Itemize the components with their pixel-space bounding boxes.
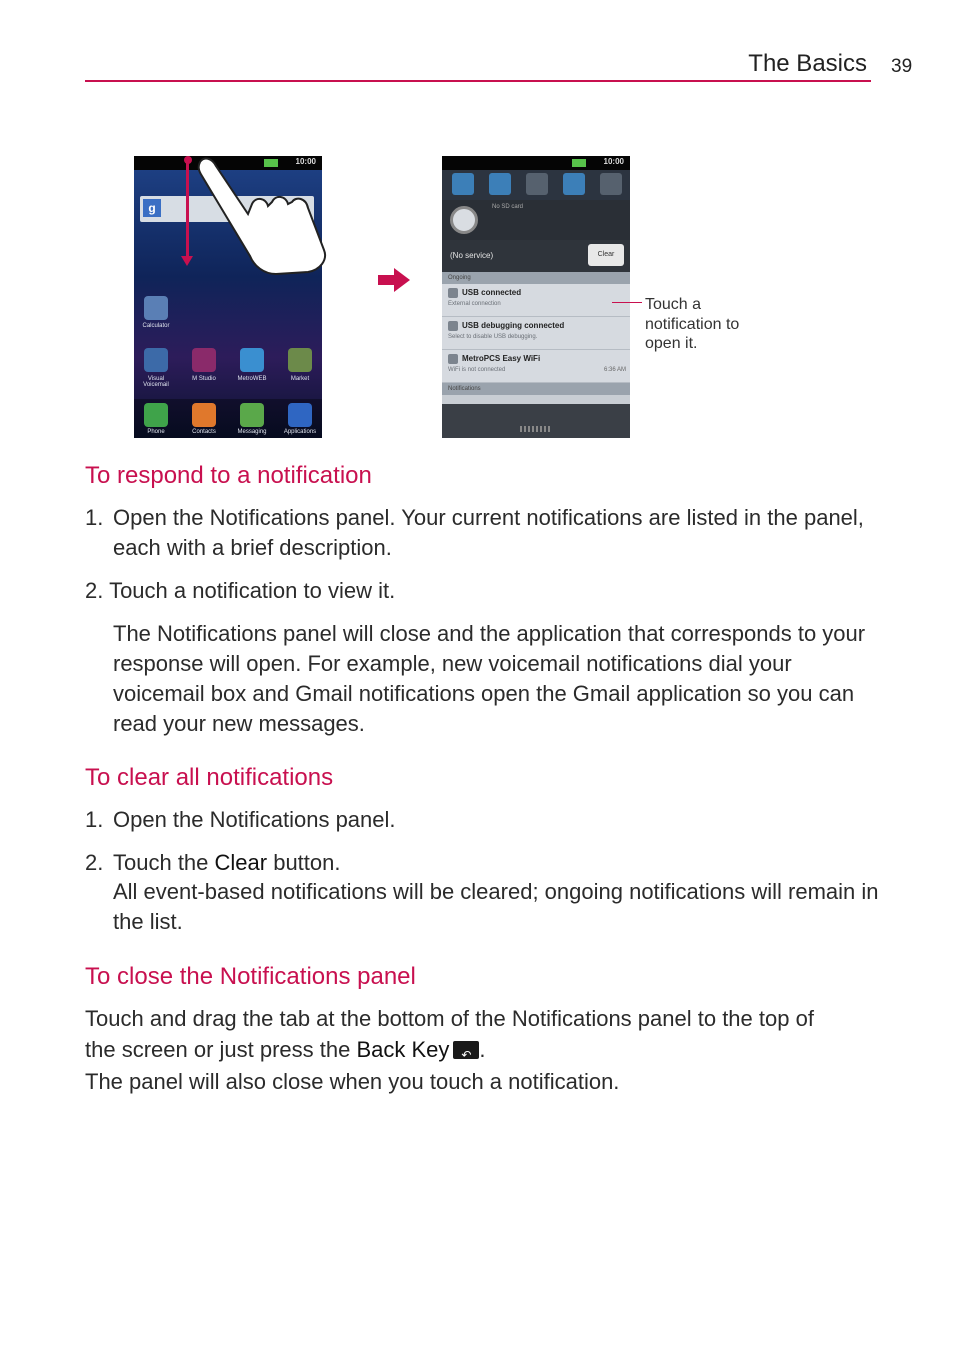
notification-item[interactable]	[442, 284, 630, 317]
close-line-1: Touch and drag the tab at the bottom of the Notifications panel to the top of	[85, 1006, 814, 1031]
market-icon	[288, 348, 312, 372]
app-label-phone: Phone	[147, 429, 165, 435]
panel-bottom	[442, 404, 630, 438]
heading-respond: To respond to a notification	[85, 462, 372, 489]
text: the screen or just press the	[85, 1037, 357, 1062]
header-rule	[85, 80, 871, 82]
visual-voicemail-icon	[144, 348, 168, 372]
bluetooth-icon	[526, 173, 548, 195]
app-label-messaging: Messaging	[237, 429, 267, 435]
notifications-panel-screenshot	[442, 156, 630, 438]
clear-step-2-detail: All event-based notifications will be cleared; ongoing notifications will remain in the list.	[113, 879, 879, 934]
disc-icon	[450, 206, 478, 234]
app-label-mstudio: M Studio	[192, 376, 216, 382]
section-title: The Basics	[748, 50, 867, 77]
notification-item[interactable]	[442, 317, 630, 350]
text: Touch the	[113, 850, 215, 875]
notification-subtitle: External connection	[448, 301, 501, 307]
pointing-hand-icon	[196, 156, 336, 276]
swipe-arrow-head	[181, 256, 193, 266]
notification-title: USB debugging connected	[462, 321, 565, 330]
notification-item[interactable]	[442, 350, 630, 383]
notification-subtitle: Select to disable USB debugging.	[448, 334, 538, 340]
app-label-market: Market	[290, 376, 310, 382]
app-label-contacts: Contacts	[192, 429, 216, 435]
respond-step-2: 2. Touch a notification to view it.	[85, 578, 396, 603]
step-number: 2.	[85, 850, 104, 875]
signal-icon	[572, 159, 586, 167]
messaging-icon	[240, 403, 264, 427]
clear-button[interactable]: Clear	[588, 244, 624, 266]
respond-step-1: Open the Notifications panel. Your current notifications are listed in the panel, each with a brief description.	[113, 505, 864, 560]
notification-time: 6:36 AM	[603, 367, 626, 373]
wifi-icon	[448, 354, 458, 364]
hotspot-icon	[563, 173, 585, 195]
m-studio-icon	[192, 348, 216, 372]
status-time: 10:00	[295, 157, 316, 166]
back-key-label: Back Key	[356, 1037, 450, 1062]
contacts-icon	[192, 403, 216, 427]
app-label-applications: Applications	[283, 429, 317, 435]
notification-title: USB connected	[462, 288, 522, 297]
calculator-icon	[144, 296, 168, 320]
swipe-down-line	[186, 162, 189, 262]
respond-step-2-detail: The Notifications panel will close and the application that corresponds to your response will open. For example, new voicemail notifications dial your voicemail box and Gmail notifications open the Gmail application so you can read your new messages.	[113, 621, 866, 736]
sound-icon	[452, 173, 474, 195]
section-ongoing: Ongoing	[442, 272, 630, 284]
google-icon: g	[143, 199, 161, 217]
metroweb-icon	[240, 348, 264, 372]
usb-icon	[448, 288, 458, 298]
step-number: 1.	[85, 505, 104, 530]
text: .	[479, 1037, 486, 1062]
status-time: 10:00	[603, 157, 624, 166]
status-bar	[442, 156, 630, 170]
app-label-metroweb: MetroWEB	[237, 376, 267, 382]
clear-step-1: Open the Notifications panel.	[113, 807, 396, 832]
clear-button-label: Clear	[214, 850, 268, 875]
close-line-2	[85, 1035, 885, 1065]
app-label-voicemail: Visual Voicemail	[143, 376, 169, 388]
airplane-icon	[600, 173, 622, 195]
page-number: 39	[891, 56, 913, 77]
heading-close: To close the Notifications panel	[85, 963, 416, 990]
wifi-icon	[489, 173, 511, 195]
media-status: No SD card	[492, 204, 524, 210]
notification-title: MetroPCS Easy WiFi	[462, 354, 541, 363]
app-label-calculator: Calculator	[142, 323, 170, 329]
clear-step-2	[113, 848, 883, 878]
step-number: 1.	[85, 807, 104, 832]
phone-icon	[144, 403, 168, 427]
right-arrow-icon	[378, 268, 410, 292]
close-line-3: The panel will also close when you touch a notification.	[85, 1069, 620, 1094]
back-key-icon	[453, 1041, 479, 1059]
section-notifications: Notifications	[442, 383, 630, 395]
usb-icon	[448, 321, 458, 331]
service-status: (No service)	[450, 251, 494, 260]
panel-drag-tab[interactable]	[520, 426, 552, 432]
applications-icon	[288, 403, 312, 427]
text: button.	[267, 850, 341, 875]
callout-text: Touch a notification to open it.	[645, 296, 740, 352]
callout-line	[612, 302, 642, 303]
heading-clear: To clear all notifications	[85, 764, 334, 791]
notification-subtitle: WiFi is not connected	[448, 367, 506, 373]
